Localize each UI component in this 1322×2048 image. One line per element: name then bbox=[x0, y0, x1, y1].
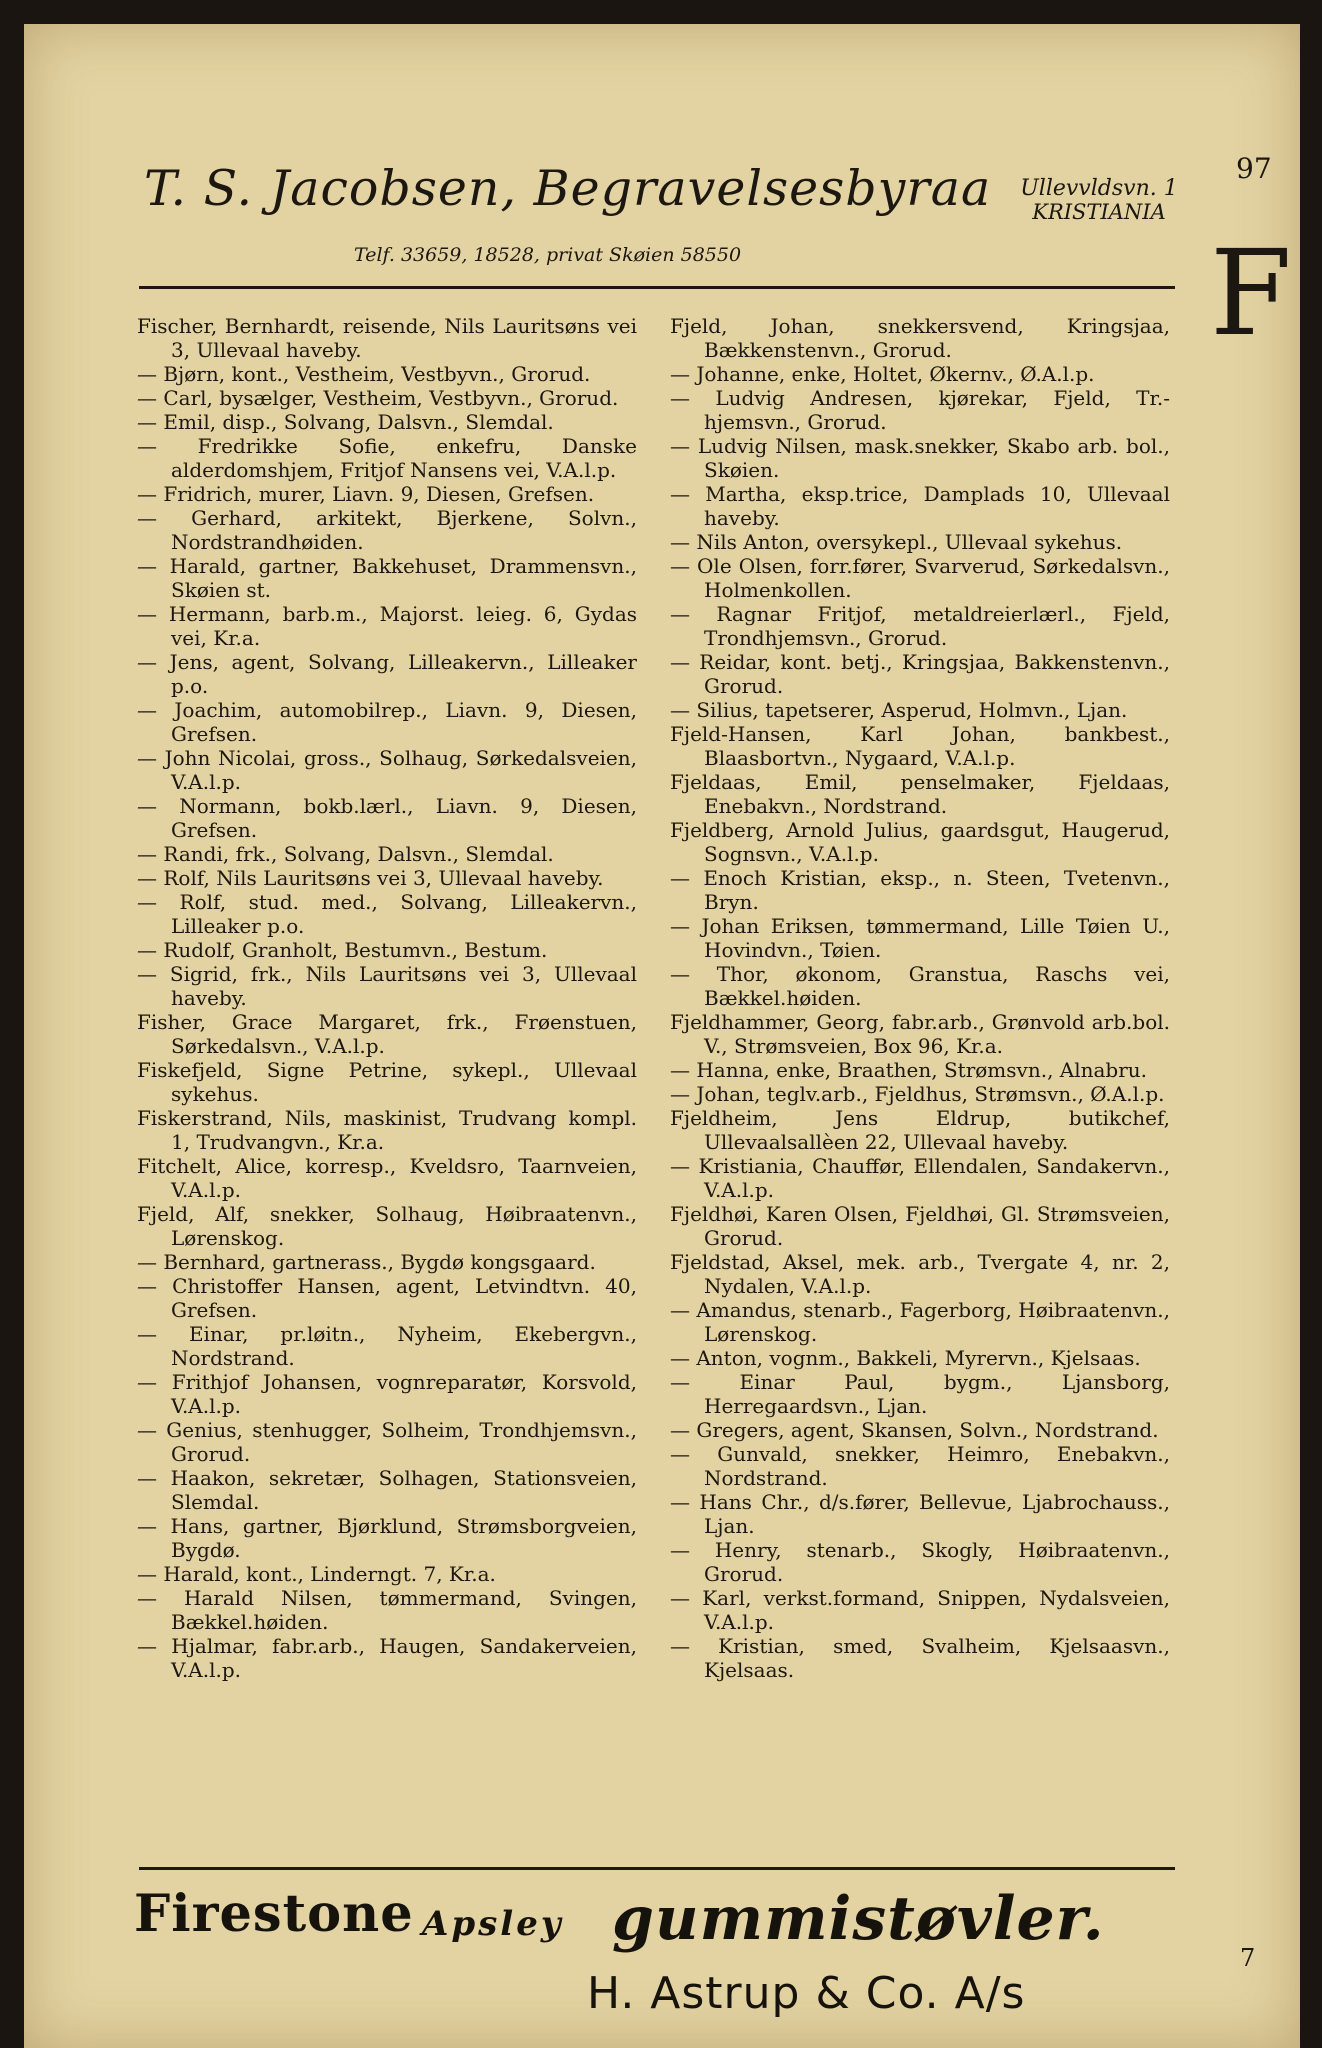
directory-entry: Fjeldberg, Arnold Julius, gaardsgut, Haugerud, Sognsvn., V.A.l.p. bbox=[670, 818, 1170, 866]
directory-entry: — Amandus, stenarb., Fagerborg, Høibraatenvn., Lørenskog. bbox=[670, 1298, 1170, 1346]
directory-entry: — Kristiania, Chauffør, Ellendalen, Sandakervn., V.A.l.p. bbox=[670, 1154, 1170, 1202]
directory-entry: — Genius, stenhugger, Solheim, Trondhjemsvn., Grorud. bbox=[137, 1418, 637, 1466]
address-city: KRISTIANIA bbox=[1032, 200, 1166, 224]
advertiser-address bbox=[1014, 178, 1184, 224]
directory-entry: — Hjalmar, fabr.arb., Haugen, Sandakerveien, V.A.l.p. bbox=[137, 1634, 637, 1682]
directory-entry: Fjeldhammer, Georg, fabr.arb., Grønvold arb.bol. V., Strømsveien, Box 96, Kr.a. bbox=[670, 1010, 1170, 1058]
directory-entry: — Rolf, Nils Lauritsøns vei 3, Ullevaal haveby. bbox=[137, 866, 604, 890]
directory-entry: — Silius, tapetserer, Asperud, Holmvn., Ljan. bbox=[670, 698, 1128, 722]
directory-entry: Fjeld, Alf, snekker, Solhaug, Høibraatenvn., Lørenskog. bbox=[137, 1202, 637, 1250]
directory-entry: — Fredrikke Sofie, enkefru, Danske alderdomshjem, Fritjof Nansens vei, V.A.l.p. bbox=[137, 434, 637, 482]
directory-entry: — Karl, verkst.formand, Snippen, Nydalsveien, V.A.l.p. bbox=[670, 1586, 1170, 1634]
directory-entry: Fiskefjeld, Signe Petrine, sykepl., Ullevaal sykehus. bbox=[137, 1058, 637, 1106]
directory-entry: — Einar Paul, bygm., Ljansborg, Herregaardsvn., Ljan. bbox=[670, 1370, 1170, 1418]
directory-entry: — Anton, vognm., Bakkeli, Myrervn., Kjelsaas. bbox=[670, 1346, 1141, 1370]
directory-entry: Fjeld, Johan, snekkersvend, Kringsjaa, Bækkenstenvn., Grorud. bbox=[670, 314, 1170, 362]
directory-entry: — Henry, stenarb., Skogly, Høibraatenvn., Grorud. bbox=[670, 1538, 1170, 1586]
directory-entry: — Hanna, enke, Braathen, Strømsvn., Alnabru. bbox=[670, 1058, 1148, 1082]
directory-entry: Fisher, Grace Margaret, frk., Frøenstuen, Sørkedalsvn., V.A.l.p. bbox=[137, 1010, 637, 1058]
directory-entry: Fjeldaas, Emil, penselmaker, Fjeldaas, Enebakvn., Nordstrand. bbox=[670, 770, 1170, 818]
directory-entry: Fitchelt, Alice, korresp., Kveldsro, Taarnveien, V.A.l.p. bbox=[137, 1154, 637, 1202]
directory-entry: — Johan, teglv.arb., Fjeldhus, Strømsvn., Ø.A.l.p. bbox=[670, 1082, 1165, 1106]
directory-entry: — Ludvig Nilsen, mask.snekker, Skabo arb. bol., Skøien. bbox=[670, 434, 1170, 482]
advertiser-name: T. S. Jacobsen, Begravelsesbyraa bbox=[144, 160, 992, 217]
footer-page-marker: 7 bbox=[1240, 1944, 1256, 1972]
directory-entry: — Haakon, sekretær, Solhagen, Stationsveien, Slemdal. bbox=[137, 1466, 637, 1514]
address-street: Ullevvldsvn. 1 bbox=[1020, 176, 1178, 201]
page-number: 97 bbox=[1236, 152, 1272, 185]
product-name: gummistøvler. bbox=[612, 1884, 1105, 1954]
directory-entry: — Ole Olsen, forr.fører, Svarverud, Sørkedalsvn., Holmenkollen. bbox=[670, 554, 1170, 602]
directory-entry: — Nils Anton, oversykepl., Ullevaal sykehus. bbox=[670, 530, 1123, 554]
directory-entry: Fischer, Bernhardt, reisende, Nils Lauritsøns vei 3, Ullevaal haveby. bbox=[137, 314, 637, 362]
header-divider bbox=[139, 286, 1175, 289]
directory-entry: — Bernhard, gartnerass., Bygdø kongsgaard. bbox=[137, 1250, 596, 1274]
directory-entry: — Johan Eriksen, tømmermand, Lille Tøien U., Hovindvn., Tøien. bbox=[670, 914, 1170, 962]
brand-firestone: Firestone bbox=[134, 1884, 414, 1944]
footer-advertisement bbox=[134, 1884, 1194, 2048]
directory-entry: — Jens, agent, Solvang, Lilleakervn., Lilleaker p.o. bbox=[137, 650, 637, 698]
directory-entry: — Harald Nilsen, tømmermand, Svingen, Bækkel.høiden. bbox=[137, 1586, 637, 1634]
directory-entry: — Gregers, agent, Skansen, Solvn., Nordstrand. bbox=[670, 1418, 1159, 1442]
directory-entry: — Harald, gartner, Bakkehuset, Drammensvn., Skøien st. bbox=[137, 554, 637, 602]
directory-entry: — Bjørn, kont., Vestheim, Vestbyvn., Grorud. bbox=[137, 362, 591, 386]
directory-entry: — Emil, disp., Solvang, Dalsvn., Slemdal. bbox=[137, 410, 554, 434]
section-letter: F bbox=[1210, 224, 1292, 362]
directory-entry: Fjeldheim, Jens Eldrup, butikchef, Ullevaalsallèen 22, Ullevaal haveby. bbox=[670, 1106, 1170, 1154]
directory-entry: — Kristian, smed, Svalheim, Kjelsaasvn., Kjelsaas. bbox=[670, 1634, 1170, 1682]
directory-entry: — Harald, kont., Linderngt. 7, Kr.a. bbox=[137, 1562, 496, 1586]
header-advertisement bbox=[144, 154, 1184, 274]
directory-entry: Fjeldstad, Aksel, mek. arb., Tvergate 4, nr. 2, Nydalen, V.A.l.p. bbox=[670, 1250, 1170, 1298]
right-column bbox=[670, 314, 1170, 1682]
company-name: H. Astrup & Co. A/s bbox=[587, 1968, 1026, 2019]
directory-entry: — Hermann, barb.m., Majorst. leieg. 6, Gydas vei, Kr.a. bbox=[137, 602, 637, 650]
directory-entry: — John Nicolai, gross., Solhaug, Sørkedalsveien, V.A.l.p. bbox=[137, 746, 637, 794]
directory-entry: — Ragnar Fritjof, metaldreierlærl., Fjeld, Trondhjemsvn., Grorud. bbox=[670, 602, 1170, 650]
footer-divider bbox=[139, 1867, 1175, 1870]
directory-entry: — Ludvig Andresen, kjørekar, Fjeld, Tr.-hjemsvn., Grorud. bbox=[670, 386, 1170, 434]
directory-entry: — Frithjof Johansen, vognreparatør, Korsvold, V.A.l.p. bbox=[137, 1370, 637, 1418]
directory-entry: — Gerhard, arkitekt, Bjerkene, Solvn., Nordstrandhøiden. bbox=[137, 506, 637, 554]
directory-entry: — Carl, bysælger, Vestheim, Vestbyvn., Grorud. bbox=[137, 386, 619, 410]
directory-entry: — Johanne, enke, Holtet, Økernv., Ø.A.l.p. bbox=[670, 362, 1095, 386]
directory-entry: — Einar, pr.løitn., Nyheim, Ekebergvn., Nordstrand. bbox=[137, 1322, 637, 1370]
directory-entry: — Hans, gartner, Bjørklund, Strømsborgveien, Bygdø. bbox=[137, 1514, 637, 1562]
left-column bbox=[137, 314, 637, 1682]
directory-entry: — Normann, bokb.lærl., Liavn. 9, Diesen, Grefsen. bbox=[137, 794, 637, 842]
advertiser-telephone: Telf. 33659, 18528, privat Skøien 58550 bbox=[354, 244, 742, 266]
directory-entry: — Martha, eksp.trice, Damplads 10, Ullevaal haveby. bbox=[670, 482, 1170, 530]
directory-entry: — Gunvald, snekker, Heimro, Enebakvn., Nordstrand. bbox=[670, 1442, 1170, 1490]
directory-entry: — Sigrid, frk., Nils Lauritsøns vei 3, Ullevaal haveby. bbox=[137, 962, 637, 1010]
directory-entry: — Fridrich, murer, Liavn. 9, Diesen, Grefsen. bbox=[137, 482, 595, 506]
directory-entry: — Randi, frk., Solvang, Dalsvn., Slemdal. bbox=[137, 842, 554, 866]
directory-page bbox=[24, 24, 1300, 2048]
directory-entry: — Enoch Kristian, eksp., n. Steen, Tvetenvn., Bryn. bbox=[670, 866, 1170, 914]
brand-apsley: Apsley bbox=[422, 1904, 564, 1944]
directory-entry: — Joachim, automobilrep., Liavn. 9, Diesen, Grefsen. bbox=[137, 698, 637, 746]
directory-entry: — Rolf, stud. med., Solvang, Lilleakervn., Lilleaker p.o. bbox=[137, 890, 637, 938]
directory-entry: — Reidar, kont. betj., Kringsjaa, Bakkenstenvn., Grorud. bbox=[670, 650, 1170, 698]
directory-entry: — Thor, økonom, Granstua, Raschs vei, Bækkel.høiden. bbox=[670, 962, 1170, 1010]
directory-entry: Fjeld-Hansen, Karl Johan, bankbest., Blaasbortvn., Nygaard, V.A.l.p. bbox=[670, 722, 1170, 770]
directory-entry: Fiskerstrand, Nils, maskinist, Trudvang kompl. 1, Trudvangvn., Kr.a. bbox=[137, 1106, 637, 1154]
directory-entry: Fjeldhøi, Karen Olsen, Fjeldhøi, Gl. Strømsveien, Grorud. bbox=[670, 1202, 1170, 1250]
directory-entry: — Christoffer Hansen, agent, Letvindtvn. 40, Grefsen. bbox=[137, 1274, 637, 1322]
directory-entry: — Rudolf, Granholt, Bestumvn., Bestum. bbox=[137, 938, 548, 962]
directory-entry: — Hans Chr., d/s.fører, Bellevue, Ljabrochauss., Ljan. bbox=[670, 1490, 1170, 1538]
